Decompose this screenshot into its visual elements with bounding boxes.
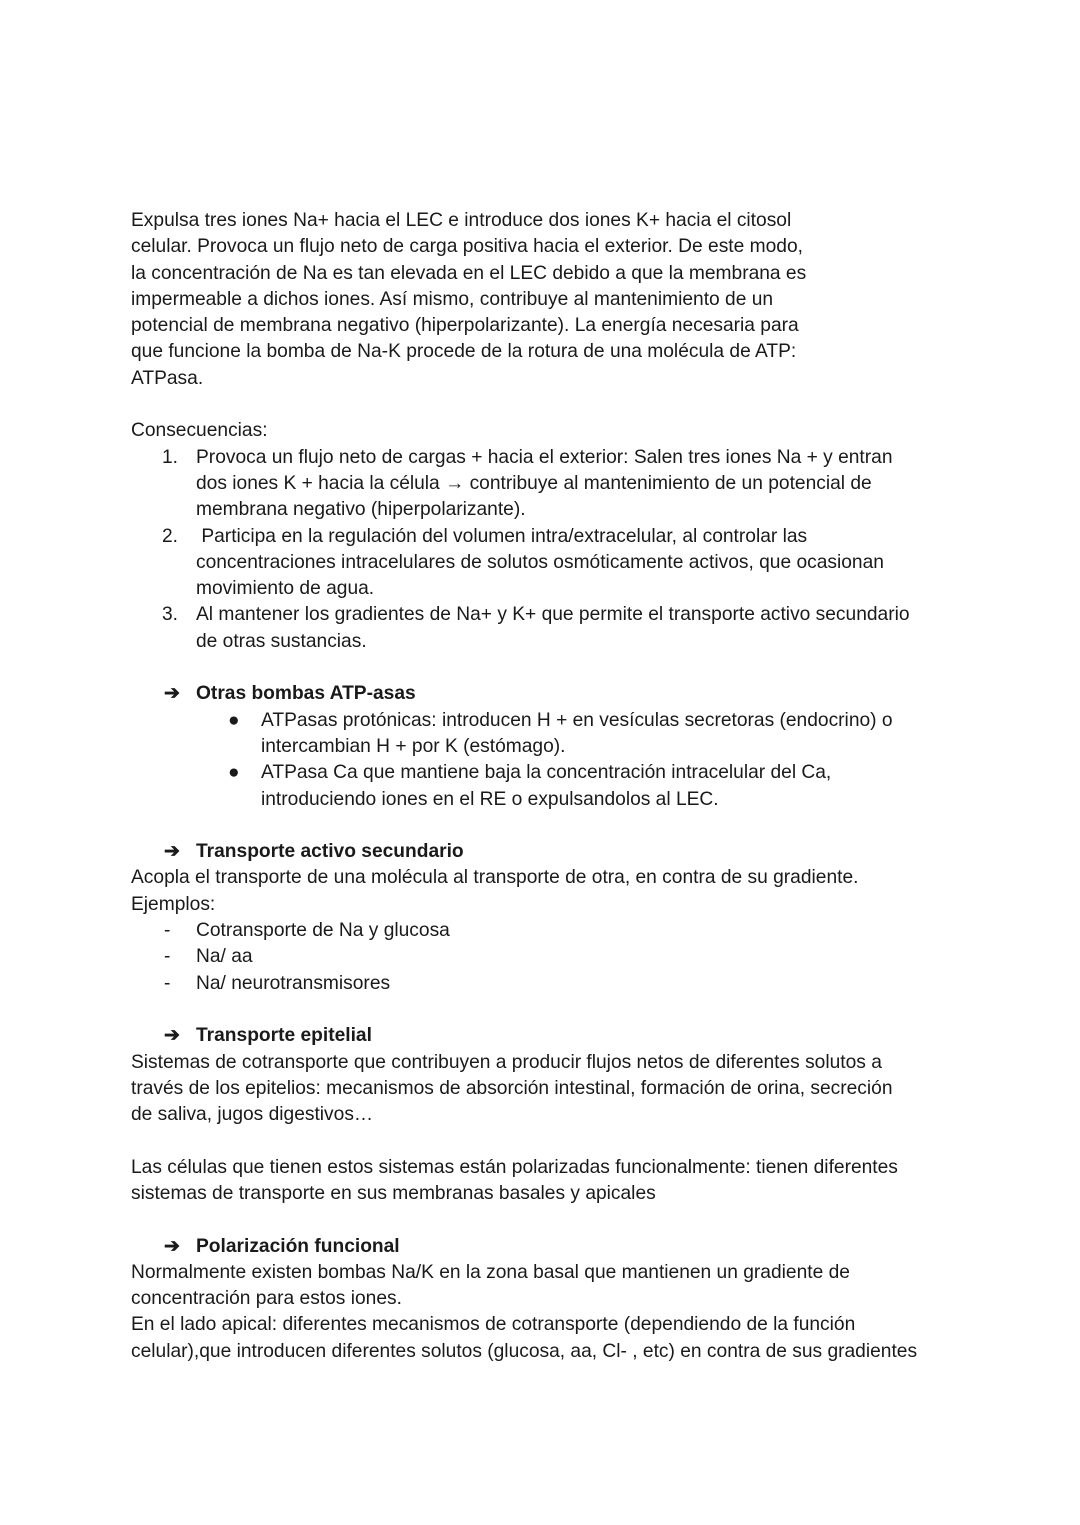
text-line: concentraciones intracelulares de solutos osmóticamente activos, que ocasionan [196,551,884,573]
text-line: Ejemplos: [131,893,216,915]
dash-icon: - [164,920,171,942]
arrow-icon: ➔ [164,1235,181,1257]
section-heading-secundario [131,839,961,865]
list-item [131,708,961,761]
section-heading-polarizacion [131,1234,961,1260]
item-number: 3. [162,604,179,626]
text-line: impermeable a dichos iones. Así mismo, contribuye al mantenimiento de un [131,288,774,310]
dash-icon: - [164,946,171,968]
text-line: membrana negativo (hiperpolarizante). [196,499,526,521]
text-line: movimiento de agua. [196,578,375,600]
text-line: intercambian H + por K (estómago). [261,735,566,757]
list-item [131,602,961,655]
text-line: ATPasa. [131,367,204,389]
text-line: potencial de membrana negativo (hiperpolarizante). La energía necesaria para [131,315,799,337]
consecuencias-list [131,445,961,655]
heading-text: Transporte epitelial [196,1025,372,1047]
heading-text: Transporte activo secundario [196,841,464,863]
section-heading-otras-bombas [131,681,961,707]
item-number: 2. [162,525,179,547]
examples-list [131,918,961,997]
item-number: 1. [162,446,179,468]
document-page [131,208,961,1365]
list-item [131,918,961,944]
text-line: de saliva, jugos digestivos… [131,1104,374,1126]
bullet-icon: ● [228,762,240,784]
text-line: Provoca un flujo neto de cargas + hacia el exterior: Salen tres iones Na + y entran [196,446,893,468]
text-line: sistemas de transporte en sus membranas basales y apicales [131,1182,656,1204]
text-line: celular. Provoca un flujo neto de carga positiva hacia el exterior. De este modo, [131,236,803,258]
text-line: ATPasas protónicas: introducen H + en vesículas secretoras (endocrino) o [261,709,893,731]
text-line: través de los epitelios: mecanismos de absorción intestinal, formación de orina, secreción [131,1077,893,1099]
bullet-icon: ● [228,709,240,731]
arrow-icon: ➔ [164,841,181,863]
otras-bombas-list [131,708,961,813]
text-line: concentración para estos iones. [131,1288,402,1310]
text-line: celular),que introducen diferentes solutos (glucosa, aa, Cl- , etc) en contra de sus gradientes [131,1340,918,1362]
text-line: Cotransporte de Na y glucosa [196,920,450,942]
text-line: Acopla el transporte de una molécula al transporte de otra, en contra de su gradiente. [131,867,859,889]
list-item [131,445,961,524]
list-item [131,524,961,603]
text-line: Las células que tienen estos sistemas están polarizadas funcionalmente: tienen diferentes [131,1156,898,1178]
heading-text: Otras bombas ATP-asas [196,683,416,705]
section-heading-epitelial [131,1023,961,1049]
intro-paragraph [131,208,961,392]
consecuencias-label: Consecuencias: [131,420,268,442]
list-item [131,944,961,970]
arrow-icon: ➔ [164,683,181,705]
text-line: En el lado apical: diferentes mecanismos de cotransporte (dependiendo de la función [131,1314,856,1336]
heading-text: Polarización funcional [196,1235,400,1257]
text-line: Participa en la regulación del volumen intra/extracelular, al controlar las [196,525,808,547]
text-line: ATPasa Ca que mantiene baja la concentración intracelular del Ca, [261,762,832,784]
text-line: Al mantener los gradientes de Na+ y K+ que permite el transporte activo secundario [196,604,910,626]
list-item [131,760,961,813]
text-line: que funcione la bomba de Na-K procede de la rotura de una molécula de ATP: [131,341,797,363]
text-line: Sistemas de cotransporte que contribuyen a producir flujos netos de diferentes solutos a [131,1051,882,1073]
text-line: introduciendo iones en el RE o expulsandolos al LEC. [261,788,719,810]
list-item [131,971,961,997]
text-line: dos iones K + hacia la célula → contribuye al mantenimiento de un potencial de [196,472,872,494]
text-line: Na/ aa [196,946,253,968]
dash-icon: - [164,972,171,994]
text-line: la concentración de Na es tan elevada en el LEC debido a que la membrana es [131,262,807,284]
text-line: Normalmente existen bombas Na/K en la zona basal que mantienen un gradiente de [131,1261,850,1283]
text-line: de otras sustancias. [196,630,367,652]
text-line: Expulsa tres iones Na+ hacia el LEC e introduce dos iones K+ hacia el citosol [131,210,792,231]
text-line: Na/ neurotransmisores [196,972,391,994]
arrow-icon: ➔ [164,1025,181,1047]
